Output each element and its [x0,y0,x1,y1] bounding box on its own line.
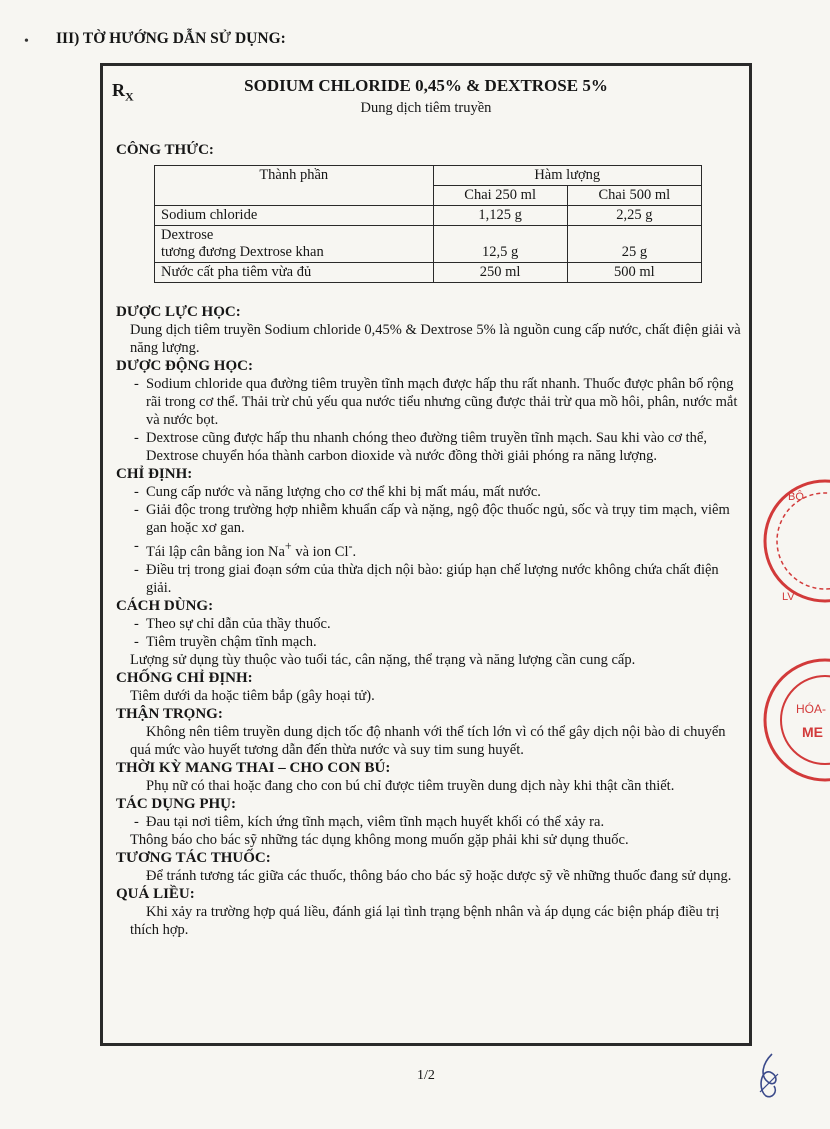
usage-heading: CÁCH DÙNG: [116,597,214,614]
table-row [155,206,702,226]
scan-speck: • [24,34,29,49]
list-item: - Tiêm truyền chậm tĩnh mạch. [134,633,744,651]
ingredient-name: Sodium chloride [155,206,434,226]
signature-icon [752,1052,786,1100]
side-effects-heading: TÁC DỤNG PHỤ: [116,795,236,812]
list-item: - Điều trị trong giai đoạn sớm của thừa dịch nội bào: giúp hạn chế lượng nước không chứa chất điện giải. [134,561,744,597]
table-row [155,226,702,263]
pharmacodynamics-heading: DƯỢC LỰC HỌC: [116,304,241,320]
pregnancy-heading: THỜI KỲ MANG THAI – CHO CON BÚ: [116,759,391,776]
contraindications-heading: CHỐNG CHỈ ĐỊNH: [116,669,253,686]
contraindications-text: Tiêm dưới da hoặc tiêm bắp (gây hoại tử). [130,687,375,704]
amount-250: 1,125 g [433,206,567,226]
pharmacodynamics-text: Dung dịch tiêm truyền Sodium chloride 0,45% & Dextrose 5% là nguồn cung cấp nước, chất điện giải và năng lượng. [130,322,741,356]
svg-text:BÔ: BÔ [788,491,804,503]
interactions-text: Để tránh tương tác giữa các thuốc, thông báo cho bác sỹ hoặc dược sỹ về những thuốc đang sử dụng. [146,867,732,884]
side-effects-list [116,813,744,831]
pregnancy-text: Phụ nữ có thai hoặc đang cho con bú chỉ được tiêm truyền dung dịch này khi thật cần thiết. [146,777,675,794]
table-header-row [155,166,702,186]
amount-500: 500 ml [567,263,701,283]
list-item: - Giải độc trong trường hợp nhiễm khuẩn cấp và nặng, ngộ độc thuốc ngủ, sốc và trụy tim mạch, viêm gan hoặc xơ gan. [134,501,744,537]
list-item: - Cung cấp nước và năng lượng cho cơ thể khi bị mất máu, mất nước. [134,483,744,501]
precautions-text: Không nên tiêm truyền dung dịch tốc độ nhanh với thể tích lớn vì có thể gây dịch nội bào di chuyển quá mức vào huyết tương dẫn đến thừa nước và suy tim sung huyết. [130,723,726,758]
svg-text:HÓA-: HÓA- [796,702,826,716]
usage-list [116,615,744,651]
ingredient-name: Nước cất pha tiêm vừa đủ [155,263,434,283]
rx-symbol: $R_X$ [112,80,134,104]
svg-text:ME: ME [802,724,823,740]
list-item: - Dextrose cũng được hấp thu nhanh chóng theo đường tiêm truyền tĩnh mạch. Sau khi vào cơ thể, Dextrose chuyển hóa thành carbon dioxide và nước đồng thời giải phóng ra năng lượng. [134,429,744,465]
page-number: 1/2 [417,1068,435,1083]
overdose-heading: QUÁ LIỀU: [116,885,195,902]
formula-heading: CÔNG THỨC: [116,142,214,158]
list-item: - Theo sự chỉ dẫn của thầy thuốc. [134,615,744,633]
overdose-text: Khi xảy ra trường hợp quá liều, đánh giá lại tình trạng bệnh nhân và áp dụng các biện pháp điều trị thích hợp. [130,903,720,938]
col-250: Chai 250 ml [433,186,567,206]
amount-500: 2,25 g [567,206,701,226]
side-effects-note: Thông báo cho bác sỹ những tác dụng không mong muốn gặp phải khi sử dụng thuốc. [130,831,629,848]
amount-250: 250 ml [433,263,567,283]
amount-250: 12,5 g [433,226,567,263]
product-subtitle: Dung dịch tiêm truyền [360,100,492,116]
table-row [155,263,702,283]
col-amount: Hàm lượng [433,166,701,186]
pharmacokinetics-heading: DƯỢC ĐỘNG HỌC: [116,358,253,374]
precautions-heading: THẬN TRỌNG: [116,705,223,722]
col-500: Chai 500 ml [567,186,701,206]
list-item: - Tái lập cân bằng ion Na+ và ion Cl-. [134,537,744,561]
interactions-heading: TƯƠNG TÁC THUỐC: [116,849,271,866]
usage-note: Lượng sử dụng tùy thuộc vào tuổi tác, cân nặng, thể trạng và năng lượng cần cung cấp. [130,651,636,668]
svg-text:LV: LV [782,591,795,603]
list-item: - Sodium chloride qua đường tiêm truyền tĩnh mạch được hấp thu rất nhanh. Thuốc được phân bố rộng rãi trong cơ thể. Thải trừ chủ yếu qua nước tiểu nhưng cũng được thải trừ qua mồ hôi, phân, nước mắt và nước bọt. [134,375,744,429]
indications-heading: CHỈ ĐỊNH: [116,466,193,482]
section-heading: III) TỜ HƯỚNG DẪN SỬ DỤNG: [56,30,286,47]
formula-table [154,165,702,283]
leaflet-content [116,141,744,939]
col-ingredient: Thành phần [155,166,434,206]
red-stamp-icon [760,466,830,616]
ingredient-name: Dextrose tương đương Dextrose khan [155,226,434,263]
indications-list [116,483,744,597]
company-stamp-icon [760,645,830,795]
product-title: SODIUM CHLORIDE 0,45% & DEXTROSE 5% [244,76,608,95]
amount-500: 25 g [567,226,701,263]
list-item: - Đau tại nơi tiêm, kích ứng tĩnh mạch, viêm tĩnh mạch huyết khối có thể xảy ra. [134,813,744,831]
pharmacokinetics-list [116,375,744,465]
